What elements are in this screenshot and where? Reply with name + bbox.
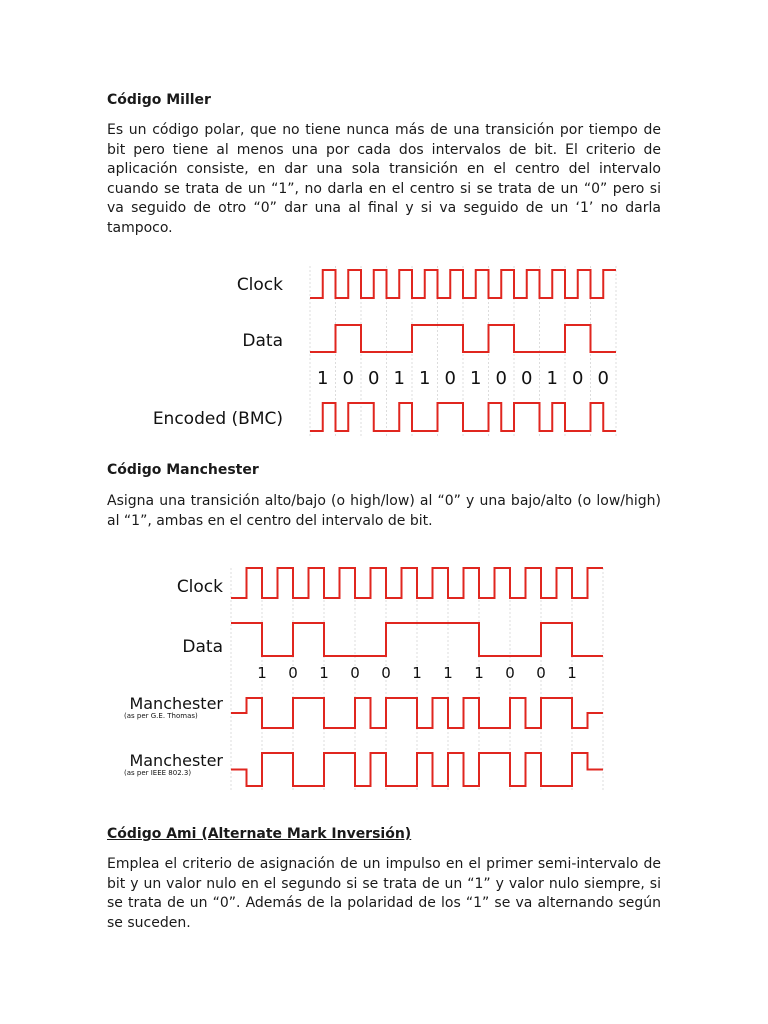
clock-signal [231,568,603,598]
bit-label: 0 [505,664,515,682]
manchester-ieee-signal [231,753,603,786]
data-label: Data [182,637,223,657]
bit-label: 1 [546,368,558,389]
data-signal [310,325,616,352]
bit-label: 1 [474,664,484,682]
manchester-thomas-signal [231,698,603,728]
bit-label: 0 [495,368,507,389]
bit-label: 1 [319,664,329,682]
miller-heading: Código Miller [107,92,211,108]
bit-label: 0 [342,368,354,389]
manchester-diagram [110,560,650,805]
manchester-ieee-sublabel: (as per IEEE 802.3) [124,769,192,777]
bit-label: 1 [317,368,329,389]
clock-signal [310,270,616,298]
manchester-paragraph: Asigna una transición alto/bajo (o high/low) al “0” y una bajo/alto (o low/high) al “1”, ambas en el centro del intervalo de bit. [107,493,661,529]
bit-label: 0 [536,664,546,682]
bit-label: 0 [444,368,456,389]
ami-heading: Código Ami (Alternate Mark Inversión) [107,826,412,842]
bit-label: 0 [597,368,609,389]
bit-label: 0 [381,664,391,682]
manchester-heading: Código Manchester [107,462,259,478]
manchester-thomas-label: Manchester [129,694,223,713]
encoded-label: Encoded (BMC) [152,409,283,429]
data-signal [231,623,603,656]
bit-label: 1 [567,664,577,682]
bit-label: 1 [393,368,405,389]
manchester-thomas-sublabel: (as per G.E. Thomas) [124,712,198,720]
clock-label: Clock [176,577,223,597]
bit-label: 0 [572,368,584,389]
miller-paragraph: Es un código polar, que no tiene nunca más de una transición por tiempo de bit pero tiene al menos una por cada dos intervalos de bit. El criterio de aplicación consiste, en dar una sola transición en el centro del intervalo cuando se trata de un “1”, no darla en el centro si se trata de un “0” pero si va seguido de otro “0” dar una al final y si va seguido de un ‘1’ no darla tampoco. [107,122,661,236]
bit-label: 1 [412,664,422,682]
manchester-ieee-label: Manchester [129,751,223,770]
ami-paragraph: Emplea el criterio de asignación de un impulso en el primer semi-intervalo de bit y un valor nulo en el segundo si se trata de un “1” y valor nulo siempre, si se trata de un “0”. Además de la polaridad de los “1” se va alternando según se suceden. [107,856,661,931]
miller-diagram [150,258,620,440]
bit-label: 1 [443,664,453,682]
bit-label: 0 [521,368,533,389]
bit-label: 1 [257,664,267,682]
bit-label: 1 [470,368,482,389]
data-label: Data [242,331,283,351]
encoded-signal [310,403,616,431]
bit-label: 0 [288,664,298,682]
bit-label: 1 [419,368,431,389]
bit-label: 0 [350,664,360,682]
clock-label: Clock [236,275,283,295]
bit-label: 0 [368,368,380,389]
